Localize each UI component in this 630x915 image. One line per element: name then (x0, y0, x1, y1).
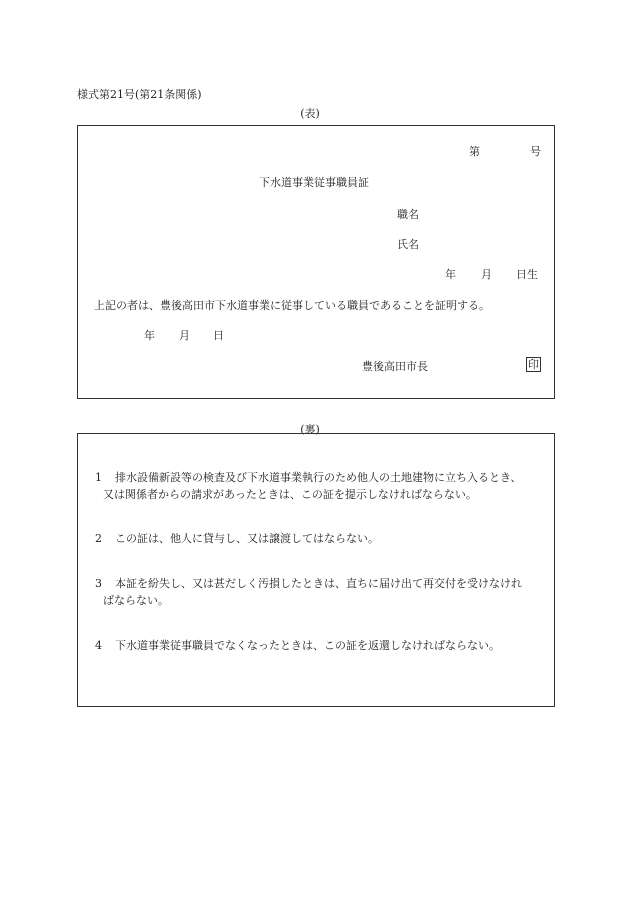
certificate-number-suffix: 号 (530, 145, 541, 158)
certificate-number-prefix: 第 (469, 145, 480, 158)
issue-year-label: 年 (144, 329, 155, 342)
card-title: 下水道事業従事職員証 (259, 176, 369, 189)
name-label: 氏名 (397, 238, 419, 251)
birth-year-label: 年 (445, 268, 456, 281)
issue-day-label: 日 (213, 329, 224, 342)
clause-2 (95, 530, 550, 547)
position-label: 職名 (397, 208, 419, 221)
front-panel (77, 125, 555, 399)
clause-number: 3 (95, 577, 102, 590)
clause-text-line2: ばならない。 (103, 594, 169, 607)
front-side-label: (表) (300, 107, 320, 120)
clause-text-line1: 下水道事業従事職員でなくなったときは、この証を返還しなければならない。 (115, 639, 500, 652)
clause-text-line2: 又は関係者からの請求があったときは、この証を提示しなければならない。 (103, 488, 477, 501)
birth-day-label: 日生 (516, 268, 538, 281)
form-number-title: 様式第21号(第21条関係) (77, 88, 202, 101)
clause-4 (95, 637, 550, 654)
clause-1 (95, 469, 550, 503)
birth-month-label: 月 (481, 268, 492, 281)
clause-text-line1: この証は、他人に貸与し、又は譲渡してはならない。 (115, 532, 379, 545)
issuer-name: 豊後高田市長 (362, 360, 428, 373)
issue-month-label: 月 (179, 329, 190, 342)
clause-number: 4 (95, 639, 102, 652)
clause-number: 2 (95, 532, 102, 545)
seal-stamp: 印 (528, 358, 539, 371)
back-panel (77, 433, 555, 707)
clause-text-line1: 排水設備新設等の検査及び下水道事業執行のため他人の土地建物に立ち入るとき、 (115, 471, 522, 484)
certification-text: 上記の者は、豊後高田市下水道事業に従事している職員であることを証明する。 (94, 299, 490, 312)
clause-3 (95, 575, 550, 609)
clause-text-line1: 本証を紛失し、又は甚だしく汚損したときは、直ちに届け出て再交付を受けなけれ (115, 577, 522, 590)
clause-number: 1 (95, 471, 102, 484)
back-side-label: (裏) (300, 423, 320, 436)
